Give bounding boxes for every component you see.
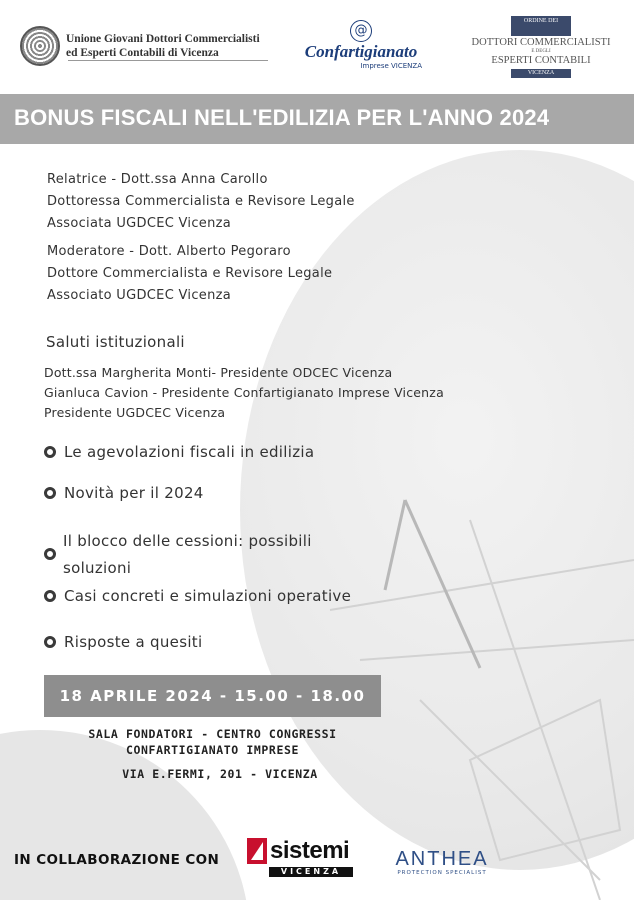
confartigianato-logo-sub: Imprese VICENZA — [360, 62, 422, 70]
sistemi-logo — [247, 838, 353, 882]
saluti-line: Dott.ssa Margherita Monti- Presidente ODCEC Vicenza — [44, 365, 393, 380]
anthea-logo-name: ANTHEA — [395, 848, 489, 870]
relatrice-line: Associata UGDCEC Vicenza — [47, 216, 232, 231]
confartigianato-logo — [296, 20, 426, 72]
venue-line: CONFARTIGIANATO IMPRESE — [125, 743, 300, 757]
topic-label: Il blocco delle cessioni: possibili — [63, 532, 312, 550]
saluti-heading: Saluti istituzionali — [46, 333, 185, 351]
title-banner — [0, 94, 634, 144]
ugdcec-logo-line1: Unione Giovani Dottori Commercialisti — [66, 33, 260, 45]
saluti-line: Presidente UGDCEC Vicenza — [44, 405, 226, 420]
bullet-icon — [44, 548, 56, 560]
relatrice-line: Relatrice - Dott.ssa Anna Carollo — [47, 172, 268, 187]
date-time-bar — [44, 675, 381, 717]
moderatore-line: Moderatore - Dott. Alberto Pegoraro — [47, 244, 291, 259]
topic-item — [44, 484, 204, 502]
bullet-icon — [44, 446, 56, 458]
collaboration-label: IN COLLABORAZIONE CON — [14, 852, 220, 868]
topic-label: soluzioni — [63, 559, 132, 577]
relatrice-line: Dottoressa Commercialista e Revisore Legale — [47, 194, 355, 209]
topic-label: Novità per il 2024 — [64, 484, 204, 502]
ugdcec-logo-line2: ed Esperti Contabili di Vicenza — [66, 47, 219, 59]
date-time-label: 18 APRILE 2024 - 15.00 - 18.00 — [59, 687, 366, 705]
at-symbol-icon: @ — [350, 20, 372, 42]
topic-item — [44, 587, 351, 605]
venue-block — [0, 726, 425, 758]
sistemi-logo-city: VICENZA — [269, 867, 353, 877]
sistemi-logo-word: sistemi — [270, 837, 350, 864]
thumbprint-icon — [20, 26, 60, 66]
topic-label: Risposte a quesiti — [64, 633, 203, 651]
odcec-logo-line2: ESPERTI CONTABILI — [491, 55, 591, 66]
venue-line: SALA FONDATORI - CENTRO CONGRESSI — [88, 727, 337, 741]
topic-item — [44, 528, 312, 582]
moderatore-block — [47, 241, 332, 307]
odcec-logo-top: ORDINE DEI — [511, 16, 571, 36]
saluti-line: Gianluca Cavion - Presidente Confartigianato Imprese Vicenza — [44, 385, 444, 400]
page-title: BONUS FISCALI NELL'EDILIZIA PER L'ANNO 2024 — [14, 105, 550, 130]
address-label: VIA E.FERMI, 201 - VICENZA — [122, 767, 318, 781]
odcec-logo-line1: DOTTORI COMMERCIALISTI — [471, 37, 611, 48]
anthea-logo-tag: PROTECTION SPECIALIST — [397, 870, 487, 876]
ugdcec-logo-rule — [68, 60, 268, 61]
moderatore-line: Associato UGDCEC Vicenza — [47, 288, 231, 303]
anthea-logo — [383, 848, 501, 876]
sistemi-mark-icon — [247, 838, 267, 864]
odcec-logo-bottom: VICENZA — [511, 69, 571, 78]
bullet-icon — [44, 636, 56, 648]
odcec-logo-line-small: E DEGLI — [531, 49, 551, 54]
bullet-icon — [44, 590, 56, 602]
moderatore-line: Dottore Commercialista e Revisore Legale — [47, 266, 333, 281]
relatrice-block — [47, 169, 355, 235]
topic-label: Le agevolazioni fiscali in edilizia — [64, 443, 315, 461]
odcec-logo — [470, 16, 612, 78]
bullet-icon — [44, 487, 56, 499]
ugdcec-logo — [20, 22, 270, 70]
saluti-block — [44, 363, 444, 423]
confartigianato-logo-name: Confartigianato — [304, 42, 418, 61]
topic-label: Casi concreti e simulazioni operative — [64, 587, 352, 605]
topic-item — [44, 633, 202, 651]
topic-item — [44, 443, 314, 461]
